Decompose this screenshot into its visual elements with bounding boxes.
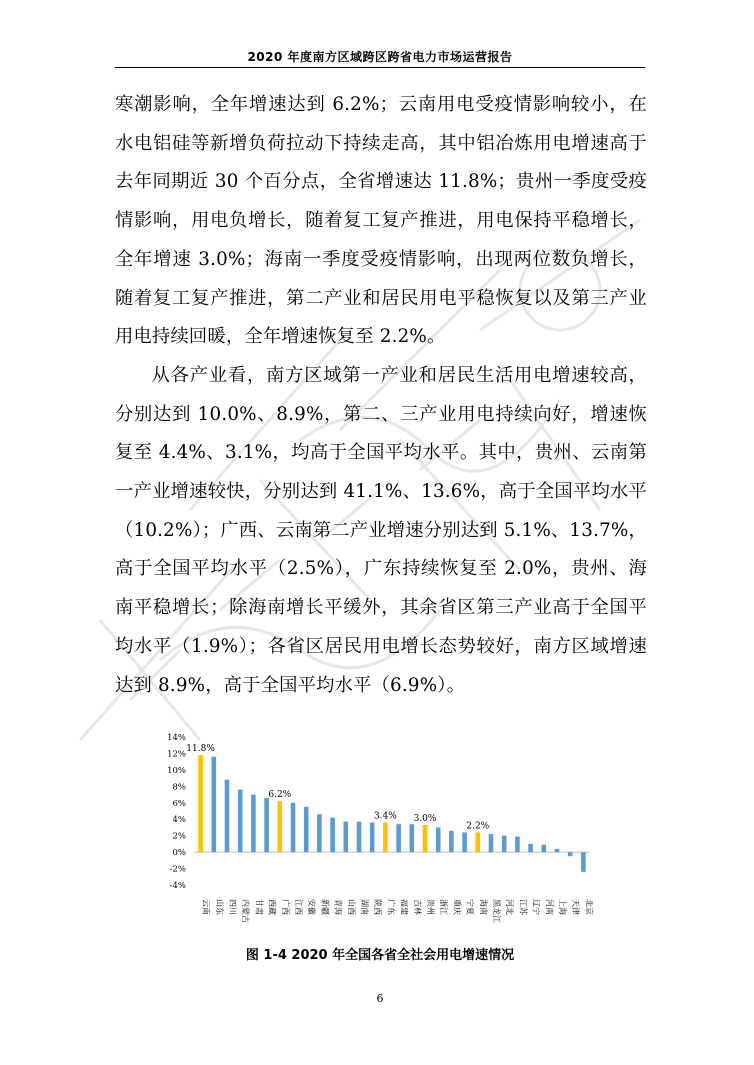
y-tick-label: -2% (169, 864, 186, 875)
x-tick-label: 天津 (571, 899, 581, 915)
bar-青海 (330, 818, 335, 853)
x-tick-label: 贵州 (426, 899, 435, 915)
x-tick-label: 安徽 (307, 899, 317, 915)
bar-吉林 (410, 824, 415, 852)
y-tick-label: 2% (172, 831, 186, 842)
x-tick-label: 江苏 (518, 899, 528, 915)
page-header: 2020 年度南方区域跨区跨省电力市场运营报告 (247, 50, 513, 64)
data-label: 11.8% (186, 744, 215, 755)
data-label: 3.0% (413, 813, 437, 824)
bar-河南 (542, 845, 547, 852)
bar-黑龙江 (489, 834, 494, 852)
y-tick-label: 4% (172, 815, 186, 826)
bar-四川 (225, 780, 230, 852)
x-tick-label: 宁夏 (465, 899, 475, 915)
bar-河北 (502, 836, 507, 852)
data-label: 3.4% (373, 811, 397, 822)
x-tick-label: 河北 (505, 899, 515, 915)
x-tick-label: 海南 (478, 899, 488, 915)
bar-陕西 (370, 823, 375, 853)
bar-北京 (581, 852, 586, 872)
y-tick-label: 10% (167, 765, 186, 776)
x-tick-label: 北京 (584, 899, 594, 915)
x-tick-label: 吉林 (412, 899, 422, 915)
y-tick-label: 6% (172, 798, 186, 809)
bar-广东 (383, 823, 388, 853)
header-rule (115, 67, 645, 68)
bar-浙江 (436, 827, 441, 852)
figure-caption: 图 1-4 2020 年全国各省全社会用电增速情况 (245, 948, 515, 963)
x-tick-label: 福建 (399, 899, 409, 915)
y-tick-label: 0% (172, 848, 186, 859)
data-label: 6.2% (268, 790, 292, 801)
x-tick-label: 四川 (228, 899, 237, 915)
x-tick-label: 河南 (544, 899, 554, 915)
bar-chart (160, 728, 610, 940)
y-tick-label: 12% (167, 749, 186, 760)
bar-山东 (212, 757, 217, 852)
bar-福建 (396, 824, 401, 852)
x-tick-label: 广东 (386, 899, 396, 915)
bar-云南 (198, 755, 203, 852)
x-tick-label: 黑龙江 (492, 899, 501, 923)
bar-广西 (278, 801, 283, 852)
bar-安徽 (304, 807, 309, 852)
body-text (115, 86, 647, 705)
x-tick-label: 青海 (333, 899, 343, 915)
bar-江西 (291, 803, 296, 852)
x-tick-label: 新疆 (320, 899, 330, 915)
bar-贵州 (423, 825, 428, 852)
bar-西藏 (264, 798, 269, 852)
bar-宁夏 (462, 832, 467, 852)
bar-重庆 (449, 831, 454, 852)
data-label: 2.2% (466, 821, 490, 832)
bar-湖南 (357, 822, 362, 852)
bar-甘肃 (251, 795, 256, 853)
bar-海南 (476, 832, 481, 852)
paragraph-2: 从各产业看，南方区域第一产业和居民生活用电增速较高，分别达到 10.0%、8.9%，第二、三产业用电持续向好，增速恢复至 4.4%、3.1%，均高于全国平均水平。其中，贵州、云南第一产业增速较快，分别达到 41.1%、13.6%，高于全国平均水平（10.2%）；广西、云南第二产业增速分别达到 5.1%、13.7%，高于全国平均水平（2.5%），广东持续恢复至 2.0%，贵州、海南平稳增长；除海南增长平缓外，其余省区第三产业高于全国平均水平（1.9%）；各省区居民用电增长态势较好，南方区域增速达到 8.9%，高于全国平均水平（6.9%）。 (115, 364, 647, 696)
x-tick-label: 甘肃 (254, 899, 264, 915)
x-tick-label: 山东 (214, 899, 224, 915)
bar-新疆 (317, 814, 322, 852)
x-tick-label: 内蒙古 (241, 899, 251, 923)
x-tick-label: 山西 (346, 899, 356, 915)
x-tick-label: 陕西 (373, 899, 383, 915)
x-tick-label: 西藏 (267, 899, 277, 915)
bar-内蒙古 (238, 790, 243, 852)
y-tick-label: -4% (169, 881, 186, 891)
x-tick-label: 云南 (201, 899, 211, 915)
bar-江苏 (515, 836, 520, 852)
bar-上海 (555, 849, 560, 852)
x-tick-label: 浙江 (439, 899, 449, 915)
y-tick-label: 8% (172, 782, 186, 793)
y-tick-label: 14% (167, 733, 186, 743)
x-tick-label: 江西 (294, 899, 303, 915)
bar-天津 (568, 852, 573, 856)
bar-辽宁 (528, 844, 533, 852)
x-tick-label: 湖南 (360, 899, 369, 915)
paragraph-1: 寒潮影响，全年增速达到 6.2%；云南用电受疫情影响较小，在水电铝硅等新增负荷拉动下持续走高，其中铝冶炼用电增速高于去年同期近 30 个百分点，全省增速达 11.8%；贵州一季度受疫情影响，用电负增长，随着复工复产推进，用电保持平稳增长，全年增速 3.0%；海南一季度受疫情影响，出现两位数负增长，随着复工复产推进，第二产业和居民用电平稳恢复以及第三产业用电持续回暖，全年增速恢复至 2.2%。 (115, 94, 647, 348)
bar-山西 (344, 822, 349, 852)
x-tick-label: 辽宁 (531, 899, 541, 915)
page-number: 6 (376, 992, 384, 1005)
x-tick-label: 广西 (280, 899, 290, 915)
x-tick-label: 重庆 (452, 899, 462, 915)
x-tick-label: 上海 (558, 899, 567, 915)
